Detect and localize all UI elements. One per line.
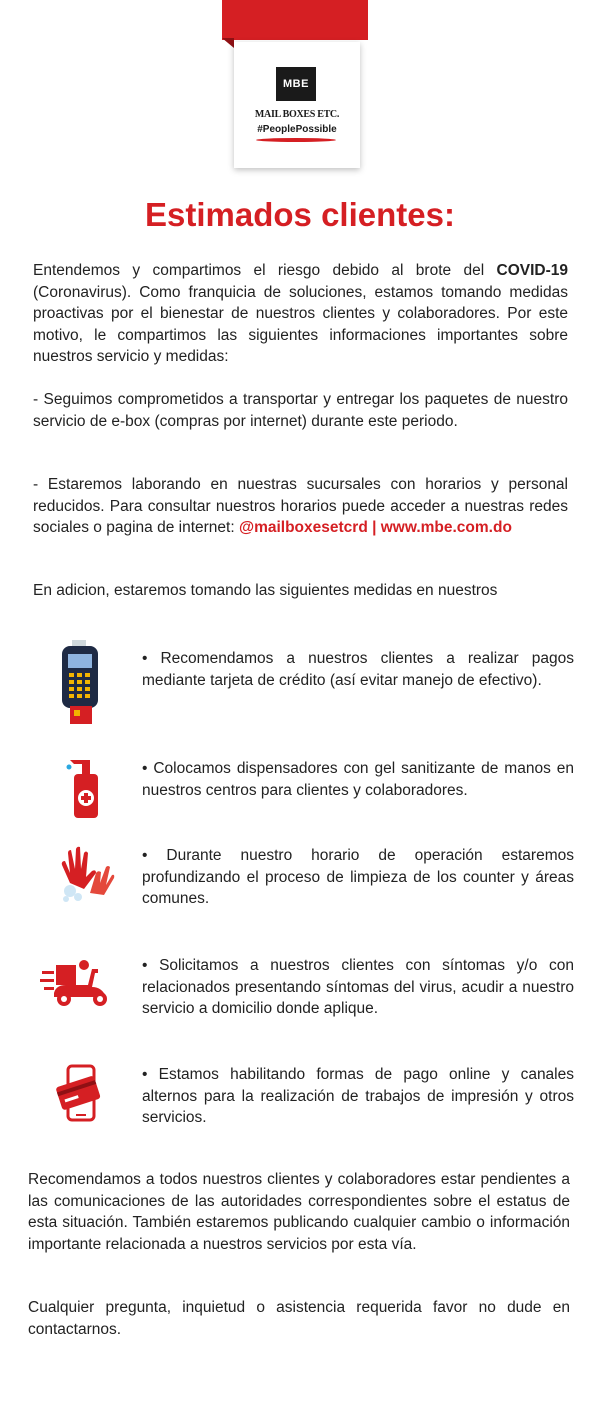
brand-logo [234,42,360,168]
measure-text: • Estamos habilitando formas de pago online y canales alternos para la realización de trabajos de impresión y otros servicios. [142,1066,574,1126]
delivery-scooter-icon [40,955,114,1009]
cleaning-gloves-icon [56,843,116,905]
social-contact-link[interactable]: @mailboxesetcrd | www.mbe.com.do [238,519,512,536]
measure-text: • Durante nuestro horario de operación estaremos profundizando el proceso de limpieza de los counter y áreas comunes. [142,847,574,907]
brand-name: MAIL BOXES ETC. [254,109,340,120]
intro-rest: (Coronavirus). Como franquicia de soluciones, estamos tomando medidas proactivas por el bienestar de nuestros clientes y colaboradores. Por este motivo, le compartimos las siguientes informaciones importantes sobre nuestros servicio y medidas: [33,283,568,365]
measures-intro: En adicion, estaremos tomando las siguientes medidas en nuestros [33,582,498,599]
page-title: Estimados clientes: [145,196,455,233]
brand-tagline: #PeoplePossible [257,124,337,135]
intro-paragraph [33,260,568,368]
mobile-payment-icon [54,1064,108,1124]
ribbon-fold [222,38,234,48]
measure-text: • Colocamos dispensadores con gel sanitizante de manos en nuestros centros para clientes y colaboradores. [142,760,574,799]
logo-mark: MBE [276,67,316,101]
intro-lead: Entendemos y compartimos el riesgo debido al brote del [33,262,497,279]
card-terminal-icon [60,640,104,726]
contact-note: Cualquier pregunta, inquietud o asistencia requerida favor no dude en contactarnos. [28,1299,570,1338]
logo-swoosh [256,138,336,142]
hand-sanitizer-icon [64,754,106,820]
branches-text: - Estaremos laborando en nuestras sucursales con horarios y personal reducidos. Para consultar nuestros horarios puede acceder a nuestras redes sociales o pagina de internet: [33,476,568,536]
branches-notice [33,474,568,539]
measure-text: • Recomendamos a nuestros clientes a realizar pagos mediante tarjeta de crédito (así evitar manejo de efectivo). [142,650,574,689]
ebox-notice: - Seguimos comprometidos a transportar y entregar los paquetes de nuestro servicio de e-box (compras por internet) durante este periodo. [33,391,568,430]
closing-paragraph: Recomendamos a todos nuestros clientes y colaboradores estar pendientes a las comunicaciones de las autoridades correspondientes sobre el estatus de esta situación. También estaremos publicando cualquier cambio o información importante relacionada a nuestros servicios por esta vía. [28,1171,570,1253]
top-ribbon [222,0,368,40]
covid-highlight: COVID-19 [496,262,568,279]
measure-text: • Solicitamos a nuestros clientes con síntomas y/o con relacionados presentando síntomas del virus, acudir a nuestro servicio a domicilio donde aplique. [142,957,574,1017]
